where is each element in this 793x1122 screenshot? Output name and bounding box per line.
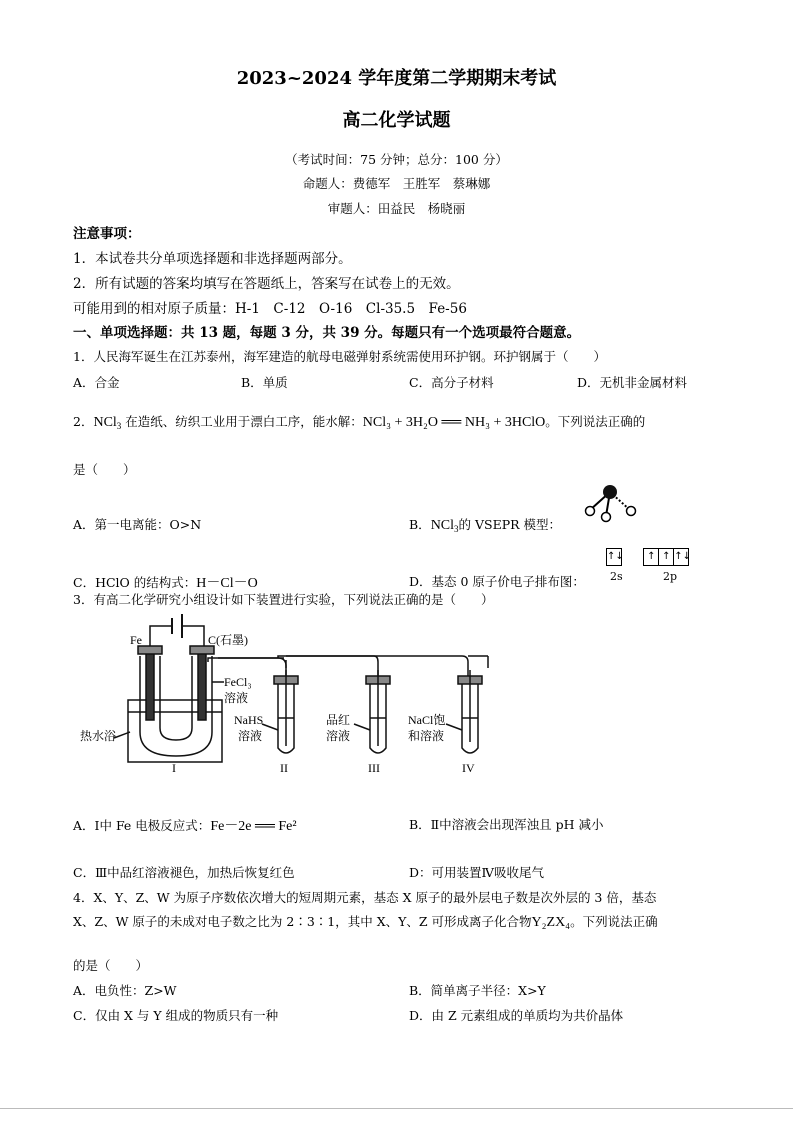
q1-option-d: D．无机非金属材料 <box>577 375 688 390</box>
q1-stem: 1．人民海军诞生在江苏泰州，海军建造的航母电磁弹射系统需使用环护钢。环护钢属于（ ） <box>73 349 606 364</box>
label-fecl3: FeCl₃ <box>224 675 252 689</box>
notes-item-2: 2．所有试题的答案均填写在答题纸上，答案写在试卷上的无效。 <box>73 276 460 292</box>
label-nahs: NaHS <box>234 713 264 727</box>
notes-heading: 注意事项： <box>73 226 141 242</box>
exam-subtitle: 高二化学试题 <box>342 110 451 131</box>
q4-stem-line2: X、Z、W 原子的未成对电子数之比为 2∶3∶1，其中 X、Y、Z 可形成离子化合物Y₂ZX₄。下列说法正确 <box>73 914 658 930</box>
label-nahs-2: 溶液 <box>238 729 263 743</box>
orbital-label-2p: 2p <box>663 570 678 583</box>
q3-option-b: B．Ⅱ中溶液会出现浑浊且 pH 减小 <box>409 817 604 832</box>
label-pinhong: 品红 <box>326 713 351 727</box>
q4-option-d: D．由 Z 元素组成的单质均为共价晶体 <box>409 1008 624 1023</box>
label-2: II <box>280 761 288 775</box>
exam-info: （考试时间：75 分钟；总分：100 分） <box>285 152 508 167</box>
q4-option-b: B．简单离子半径：X>Y <box>409 983 546 998</box>
q1-option-a: A．合金 <box>73 375 120 390</box>
ncl3-formula: NCl$_3$ <box>93 415 122 431</box>
q3-option-a: A．Ⅰ中 Fe 电极反应式：Fe－2e ══ Fe² <box>73 818 297 834</box>
q1-option-b: B．单质 <box>241 375 288 390</box>
hydrolysis-equation: NCl₃ + 3H₂O ══ NH₃ + 3HClO <box>362 415 546 430</box>
y2zx4-formula: Y₂ZX₄ <box>531 915 571 930</box>
section-heading: 一、单项选择题：共 13 题，每题 3 分，共 39 分。每题只有一个选项最符合题意。 <box>73 325 581 341</box>
label-graphite: C(石墨) <box>208 633 248 647</box>
exam-reviewers: 审题人：田益民 杨晓丽 <box>327 201 466 216</box>
label-4: IV <box>462 761 475 775</box>
vsepr-model-image <box>578 480 642 524</box>
q4-stem-line1: 4．X、Y、Z、W 为原子序数依次增大的短周期元素，基态 X 原子的最外层电子数是次外层的 3 倍，基态 <box>73 890 657 905</box>
orbital-diagram: ↑↓ ↑ ↑ ↑↓ <box>606 548 688 566</box>
q2-stem: 2．NCl$_3$ 在造纸、纺织工业用于漂白工序，能水解：NCl₃ + 3H₂O ══ NH₃ + 3HClO。下列说法正确的 <box>73 414 646 431</box>
q1-option-c: C．高分子材料 <box>409 375 494 390</box>
label-bath: 热水浴 <box>80 729 117 743</box>
label-3: III <box>368 761 380 775</box>
q2-option-a: A．第一电离能：O>N <box>73 517 202 532</box>
label-fecl3-2: 溶液 <box>224 691 249 705</box>
q2-option-c: C．HClO 的结构式：H－Cl－O <box>73 575 258 591</box>
label-nacl: NaCl饱 <box>408 713 446 727</box>
q3-option-d: D：可用装置Ⅳ吸收尾气 <box>409 865 545 880</box>
q4-option-a: A．电负性：Z>W <box>73 983 177 998</box>
q2-option-d: D．基态 0 原子价电子排布图： <box>409 574 585 589</box>
exam-authors: 命题人：费德军 王胜军 蔡琳娜 <box>302 176 491 191</box>
label-nacl-2: 和溶液 <box>408 729 445 743</box>
notes-item-1: 1．本试卷共分单项选择题和非选择题两部分。 <box>73 251 352 267</box>
label-pinhong-2: 溶液 <box>326 729 351 743</box>
orbital-label-2s: 2s <box>610 570 623 583</box>
page-divider <box>0 1108 793 1109</box>
q4-stem-line3: 的是（ ） <box>73 958 149 973</box>
label-fe: Fe <box>130 633 142 647</box>
q2-stem-line2: 是（ ） <box>73 462 136 477</box>
q3-stem: 3．有高二化学研究小组设计如下装置进行实验，下列说法正确的是（ ） <box>73 592 494 607</box>
q3-option-c: C．Ⅲ中品红溶液褪色，加热后恢复红色 <box>73 865 295 880</box>
q2-option-b: B．NCl$_3$的 VSEPR 模型： <box>409 517 562 534</box>
exam-title: 2023~2024 学年度第二学期期末考试 <box>236 68 557 89</box>
apparatus-figure <box>78 612 508 782</box>
label-1: I <box>172 761 176 775</box>
atomic-masses: 可能用到的相对原子质量：H-1 C-12 O-16 Cl-35.5 Fe-56 <box>73 301 467 317</box>
q4-option-c: C．仅由 X 与 Y 组成的物质只有一种 <box>73 1008 279 1023</box>
